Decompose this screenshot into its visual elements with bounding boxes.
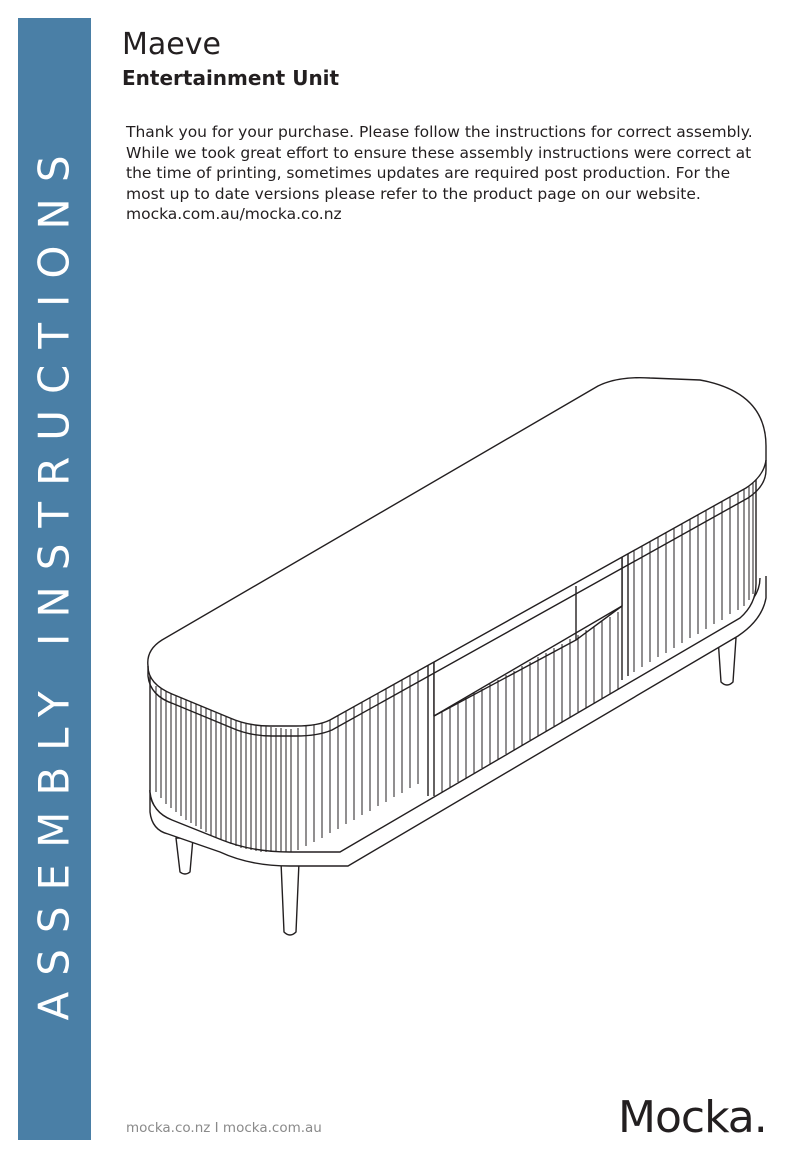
product-subtitle: Entertainment Unit bbox=[122, 66, 340, 90]
assembly-instructions-title: ASSEMBLY INSTRUCTIONS bbox=[29, 139, 79, 1021]
footer-website-links: mocka.co.nz I mocka.com.au bbox=[126, 1120, 322, 1136]
intro-paragraph: Thank you for your purchase. Please follow the instructions for correct assembly. While we took great effort to ensure these assembly instructions were correct at the time of printing, sometimes updates are required post production. For the most up to date versions please refer to the product page on our website. mocka.com.au/mocka.co.nz bbox=[126, 123, 753, 223]
left-back-leg bbox=[176, 838, 193, 874]
mocka-logo: Mocka. bbox=[618, 1092, 767, 1143]
left-front-leg bbox=[281, 862, 299, 935]
product-title: Maeve bbox=[122, 27, 221, 62]
